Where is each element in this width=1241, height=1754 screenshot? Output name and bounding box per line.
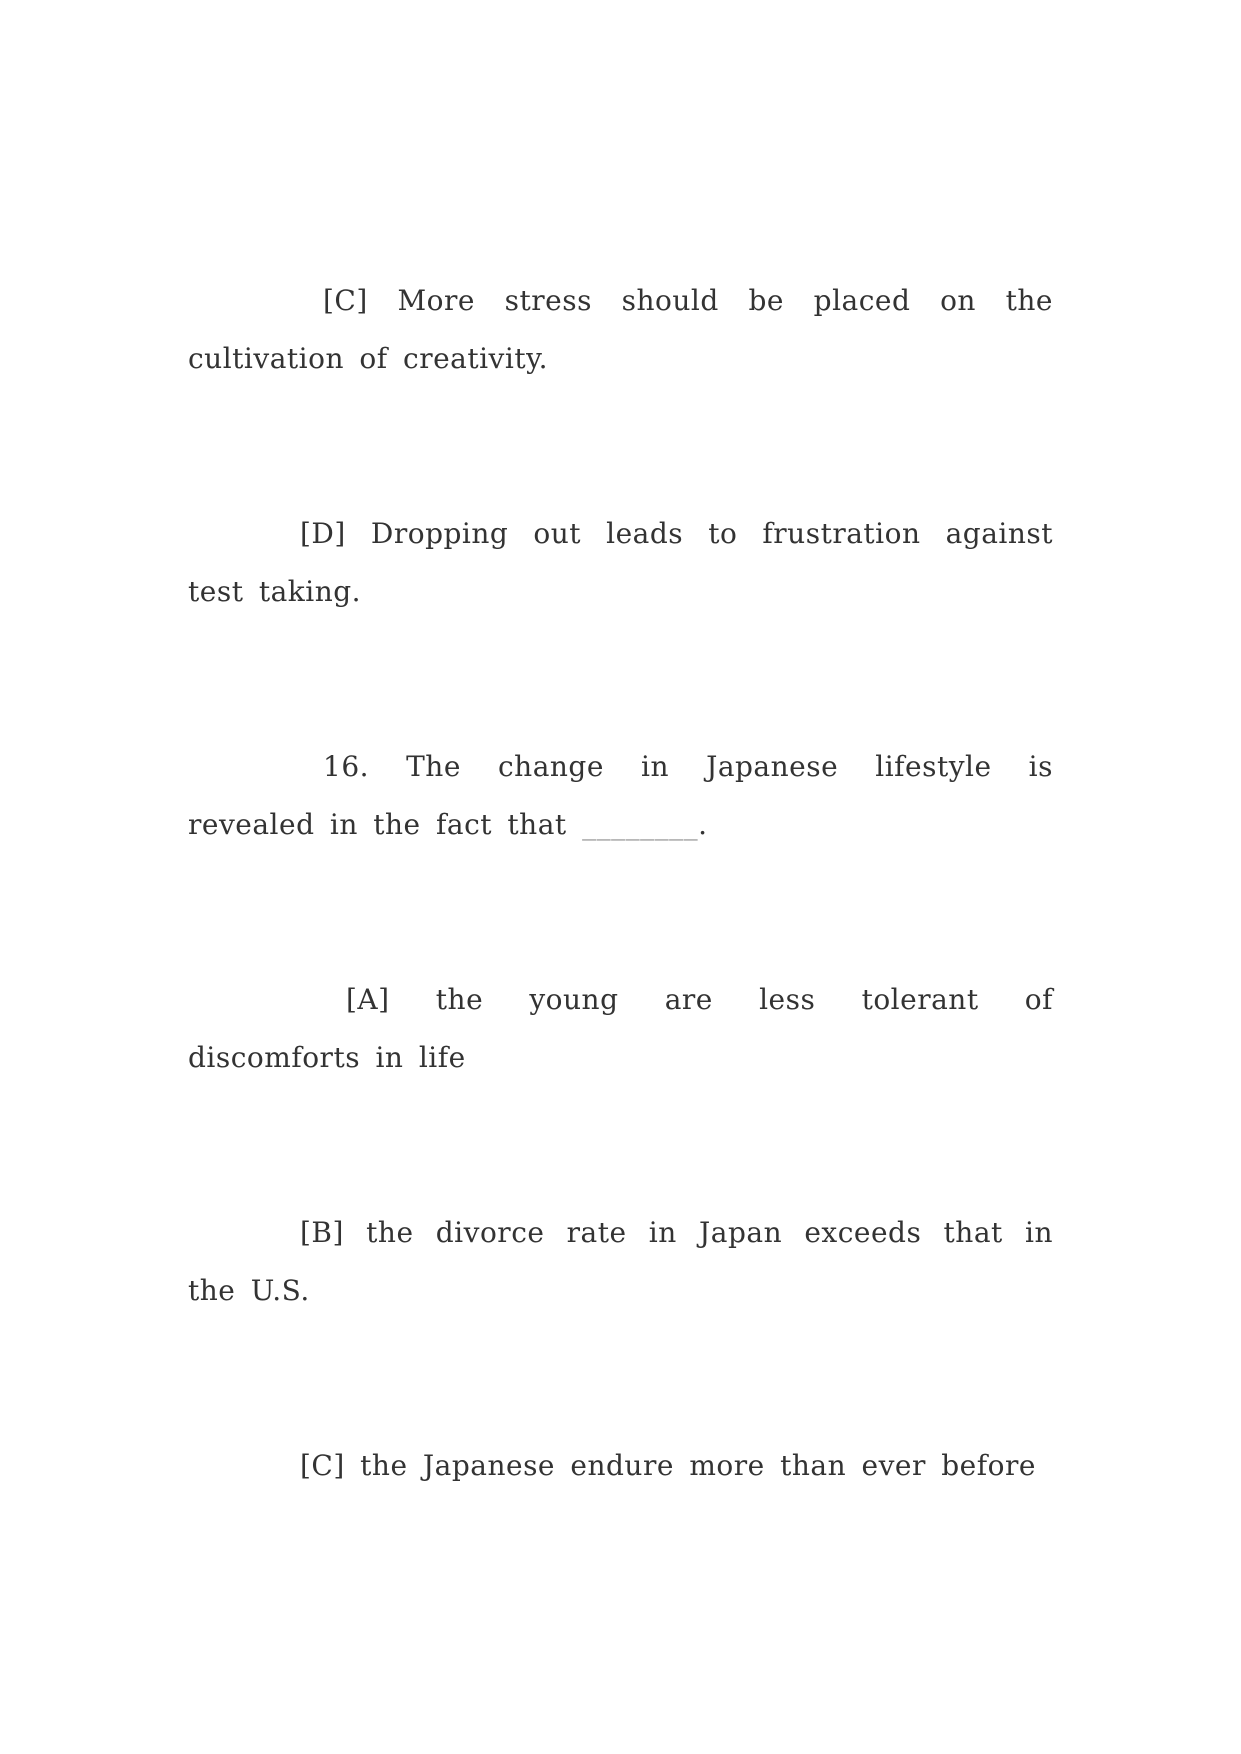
option-d-line1: [D] Dropping out leads to frustration against <box>300 517 1053 550</box>
option-b-line1: [B] the divorce rate in Japan exceeds that in <box>300 1216 1053 1249</box>
option-c-line1: [C] More stress should be placed on the <box>323 284 1053 317</box>
option-a-line1: [A] the young are less tolerant of <box>346 983 1053 1016</box>
option-a-line2: discomforts in life <box>188 1041 466 1074</box>
option-d-dropping-out <box>188 505 1053 621</box>
option-c-endure-line1: [C] the Japanese endure more than ever before <box>300 1449 1036 1482</box>
question-16-line2-text: revealed in the fact that <box>188 808 583 841</box>
answer-blank: ________ <box>582 808 699 841</box>
question-16-line2-end: . <box>698 808 708 841</box>
option-c-creativity <box>188 272 1053 388</box>
option-c-endure <box>188 1437 1053 1495</box>
question-16 <box>188 738 1053 854</box>
option-d-line2: test taking. <box>188 575 362 608</box>
question-16-line1: 16. The change in Japanese lifestyle is <box>323 750 1053 783</box>
option-b-line2: the U.S. <box>188 1274 310 1307</box>
option-c-line2: cultivation of creativity. <box>188 342 549 375</box>
option-b-divorce <box>188 1204 1053 1320</box>
option-a-young <box>188 971 1053 1087</box>
